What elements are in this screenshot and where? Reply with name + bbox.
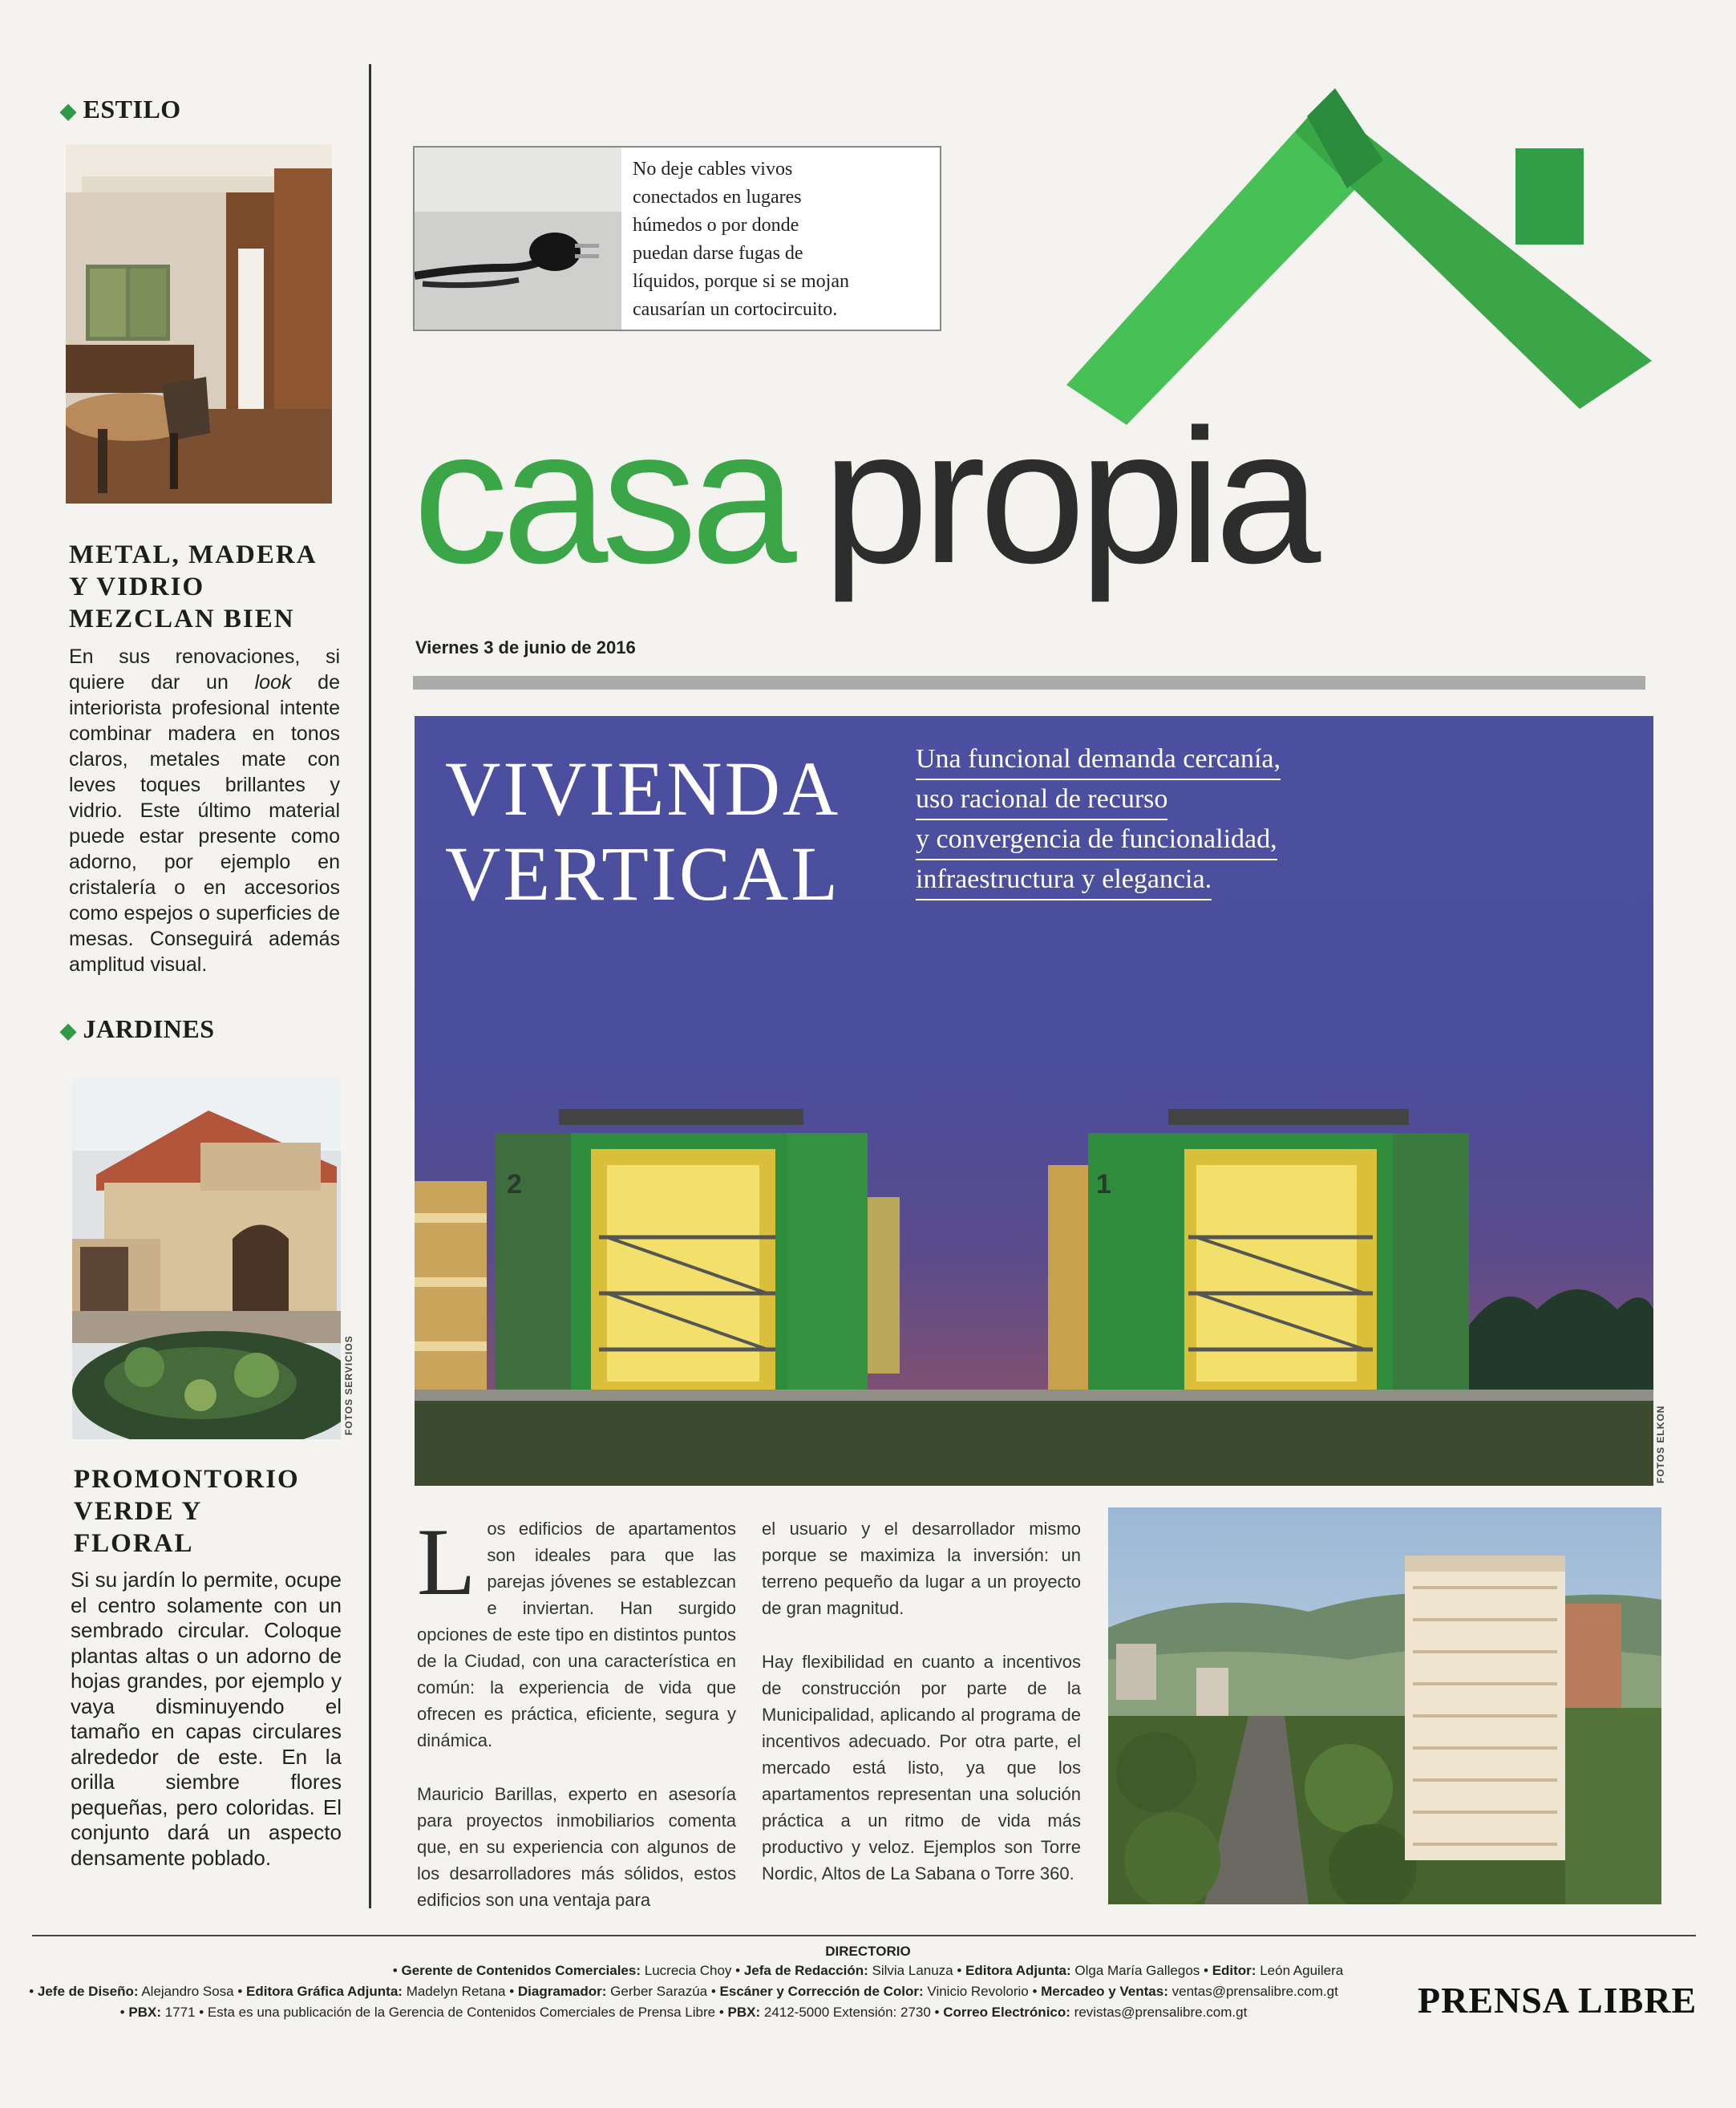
masthead-propia: propia: [822, 390, 1315, 603]
feature-photo: [415, 716, 1653, 1486]
diamond-icon: ◆: [60, 99, 77, 123]
feature-subtitle: Una funcional demanda cercanía, uso racional de recurso y convergencia de funcionalidad, infraestructura y elegancia.: [916, 740, 1281, 900]
garden-photo-credit: FOTOS SERVICIOS: [343, 1335, 354, 1435]
masthead-bar: [413, 676, 1645, 690]
plug-photo: [415, 148, 621, 330]
garden-photo: [72, 1078, 341, 1439]
footer-rule: [32, 1935, 1696, 1936]
city-tower-photo: [1108, 1507, 1661, 1904]
article-column-1: L os edificios de apartamentos son ideales para que las parejas jóvenes se establezcan e inviertan. Han surgido opciones de este tipo en distintos puntos de la Ciudad, con una característica en común: la experiencia de vida que ofrecen es práctica, eficiente, segura y dinámica. Mauricio Barillas, experto en asesoría para proyectos inmobiliarios comenta que, en su experiencia con algunos de los desarrolladores más sólidos, estos edificios son una ventaja para: [417, 1508, 736, 1910]
section-tag-estilo: ◆ ESTILO: [60, 95, 181, 123]
tip-text: No deje cables vivos conectados en lugares húmedos o por donde puedan darse fugas de líquidos, porque si se mojan causarían un cortocircuito.: [633, 159, 849, 320]
kitchen-photo: [66, 144, 332, 504]
building-number-2: 2: [507, 1169, 522, 1200]
section-tag-jardines: ◆ JARDINES: [60, 1014, 215, 1043]
feature-title: VIVIENDA VERTICAL: [445, 746, 841, 916]
masthead-casa: casa: [413, 390, 791, 603]
directory-line-3: • PBX: 1771 • Esta es una publicación de la Gerencia de Contenidos Comerciales de Prensa Libre • PBX: 2412-5000 Extensión: 2730 • Correo Electrónico: revistas@prensalibre.com.gt: [119, 2005, 1248, 2020]
masthead-title: [413, 390, 1315, 603]
feature-photo-credit: FOTOS ELKON: [1655, 1405, 1666, 1483]
estilo-headline: METAL, MADERA Y VIDRIO MEZCLAN BIEN: [69, 540, 318, 633]
issue-date: Viernes 3 de junio de 2016: [415, 637, 636, 657]
building-number-1: 1: [1096, 1169, 1111, 1200]
diamond-icon: ◆: [60, 1019, 77, 1042]
jardines-headline: PROMONTORIO VERDE Y FLORAL: [74, 1465, 300, 1558]
tip-box: [413, 146, 941, 331]
directory-title: DIRECTORIO: [825, 1944, 911, 1959]
sidebar-divider: [369, 64, 371, 1908]
house-roof-logo: [1066, 88, 1652, 425]
prensa-libre-logo: PRENSA LIBRE: [1418, 1980, 1698, 2021]
directory-line-1: • Gerente de Contenidos Comerciales: Lucrecia Choy • Jefa de Redacción: Silvia Lanuza • Editora Adjunta: Olga María Gallegos • Editor: León Aguilera: [392, 1963, 1344, 1978]
article-column-2: el usuario y el desarrollador mismo porque se maximiza la inversión: un terreno pequeño da lugar a un proyecto de gran magnitud. Hay flexibilidad en cuanto a incentivos de construcción por parte de la Municipalidad, aplicando al programa de incentivos adecuado. Por otra parte, el mercado está listo, ya que los apartamentos representan una solución práctica a un ritmo de vida más productivo y veloz. Ejemplos son Torre Nordic, Altos de La Sabana o Torre 360.: [762, 1519, 1081, 1883]
estilo-body: En sus renovaciones, si quiere dar un look de interiorista profesional intente combinar madera en tonos claros, metales mate con leves toques brillantes y vidrio. Este último material puede estar presente como adorno, por ejemplo en cristalería o en accesorios como espejos o superficies de mesas. Conseguirá además amplitud visual.: [69, 645, 340, 976]
directory-line-2: • Jefe de Diseño: Alejandro Sosa • Editora Gráfica Adjunta: Madelyn Retana • Diagramador: Gerber Sarazúa • Escáner y Corrección de Color: Vinicio Revolorio • Mercadeo y Ventas: ventas@prensalibre.com.gt: [29, 1984, 1338, 1999]
jardines-body: Si su jardín lo permite, ocupe el centro solamente con un sembrado circular. Coloque plantas altas o un adorno de hojas grandes, por ejemplo y vaya disminuyendo el tamaño en capas circulares alrededor de este. En la orilla siembre flores pequeñas, pero coloridas. El conjunto dará un aspecto densamente poblado.: [71, 1568, 342, 1870]
dropcap: L: [417, 1508, 476, 1615]
